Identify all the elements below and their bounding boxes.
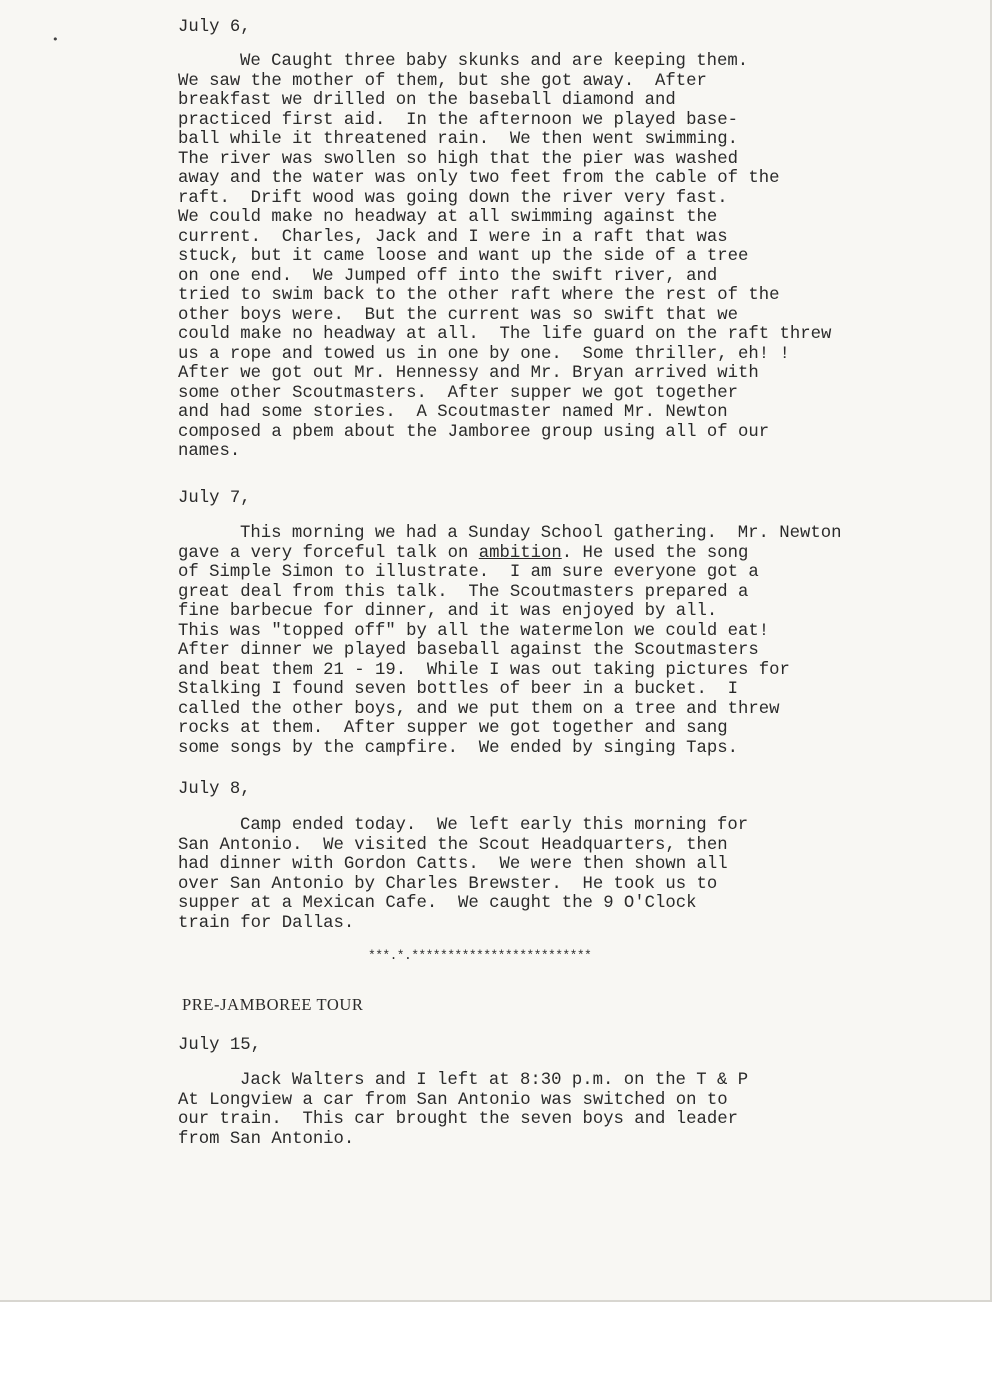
text-line: train for Dallas. (178, 913, 355, 933)
separator-line: ***.*.************************* (368, 948, 592, 963)
text-line: some songs by the campfire. We ended by singing Taps. (178, 738, 739, 758)
entry-body-july-8 (178, 816, 748, 933)
text-line: our train. This car brought the seven boys and leader (178, 1110, 739, 1129)
text-fragment: gave a very forceful talk on (178, 543, 479, 563)
text-line: ball while it threatened rain. We then went swimming. (178, 130, 739, 149)
text-line: We could make no headway at all swimming against the (178, 208, 718, 227)
text-line: tried to swim back to the other raft where the rest of the (178, 286, 780, 305)
text-line: from San Antonio. (178, 1129, 355, 1149)
text-line: stuck, but it came loose and want up the side of a tree (178, 247, 749, 266)
text-line: Stalking I found seven bottles of beer in a bucket. I (178, 680, 739, 699)
text-line: After we got out Mr. Hennessy and Mr. Bryan arrived with (178, 364, 759, 383)
text-line: some other Scoutmasters. After supper we got together (178, 383, 739, 403)
text-line: had dinner with Gordon Catts. We were then shown all (178, 855, 728, 874)
entry-date-july-8: July 8, (178, 780, 251, 799)
text-line: could make no headway at all. The life guard on the raft threw (178, 325, 832, 344)
entry-body-july-6 (178, 52, 831, 462)
underlined-word: ambition (478, 543, 562, 563)
text-line: practiced first aid. In the afternoon we played base- (178, 110, 739, 130)
text-line: This was "topped off" by all the watermelon we could eat! (178, 621, 770, 641)
entry-date-july-7: July 7, (178, 489, 251, 508)
text-line: San Antonio. We visited the Scout Headquarters, then (178, 835, 728, 855)
text-line: breakfast we drilled on the baseball diamond and (178, 91, 676, 110)
text-line: and beat them 21 - 19. While I was out taking pictures for (178, 660, 790, 680)
text-line: supper at a Mexican Cafe. We caught the 9 O'Clock (178, 894, 697, 913)
text-line: After dinner we played baseball against the Scoutmasters (178, 641, 759, 660)
text-line: away and the water was only two feet from the cable of the (178, 169, 780, 188)
text-line: current. Charles, Jack and I were in a raft that was (178, 227, 728, 247)
entry-date-july-6: July 6, (178, 18, 251, 37)
text-line: of Simple Simon to illustrate. I am sure everyone got a (178, 563, 759, 582)
text-line: This morning we had a Sunday School gathering. Mr. Newton (240, 524, 842, 543)
entry-body-july-15 (178, 1071, 748, 1149)
text-line: Jack Walters and I left at 8:30 p.m. on the T & P (240, 1071, 749, 1090)
text-line: At Longview a car from San Antonio was switched on to (178, 1090, 728, 1110)
margin-dot: • (52, 33, 59, 46)
text-line: raft. Drift wood was going down the river very fast. (178, 188, 728, 208)
text-line: great deal from this talk. The Scoutmasters prepared a (178, 582, 749, 602)
text-line: us a rope and towed us in one by one. Some thriller, eh! ! (178, 344, 790, 364)
text-line: The river was swollen so high that the pier was washed (178, 149, 739, 169)
text-line: rocks at them. After supper we got together and sang (178, 719, 728, 738)
text-line: called the other boys, and we put them on a tree and threw (178, 699, 780, 719)
entry-date-july-15: July 15, (178, 1036, 261, 1055)
text-line: on one end. We Jumped off into the swift river, and (178, 266, 718, 286)
text-line: over San Antonio by Charles Brewster. He took us to (178, 874, 718, 894)
text-line: We saw the mother of them, but she got away. After (178, 71, 707, 91)
text-line: and had some stories. A Scoutmaster named Mr. Newton (178, 403, 728, 422)
text-fragment: . He used the song (561, 543, 749, 563)
text-line: We Caught three baby skunks and are keeping them. (240, 52, 749, 71)
text-line: fine barbecue for dinner, and it was enjoyed by all. (178, 602, 718, 621)
text-line: composed a pbem about the Jamboree group using all of our (178, 422, 770, 442)
text-line (178, 544, 842, 564)
text-line: other boys were. But the current was so swift that we (178, 305, 739, 325)
entry-body-july-7 (178, 524, 842, 758)
section-heading: PRE-JAMBOREE TOUR (182, 995, 364, 1014)
text-line: Camp ended today. We left early this morning for (240, 816, 749, 835)
text-line: names. (178, 442, 241, 461)
